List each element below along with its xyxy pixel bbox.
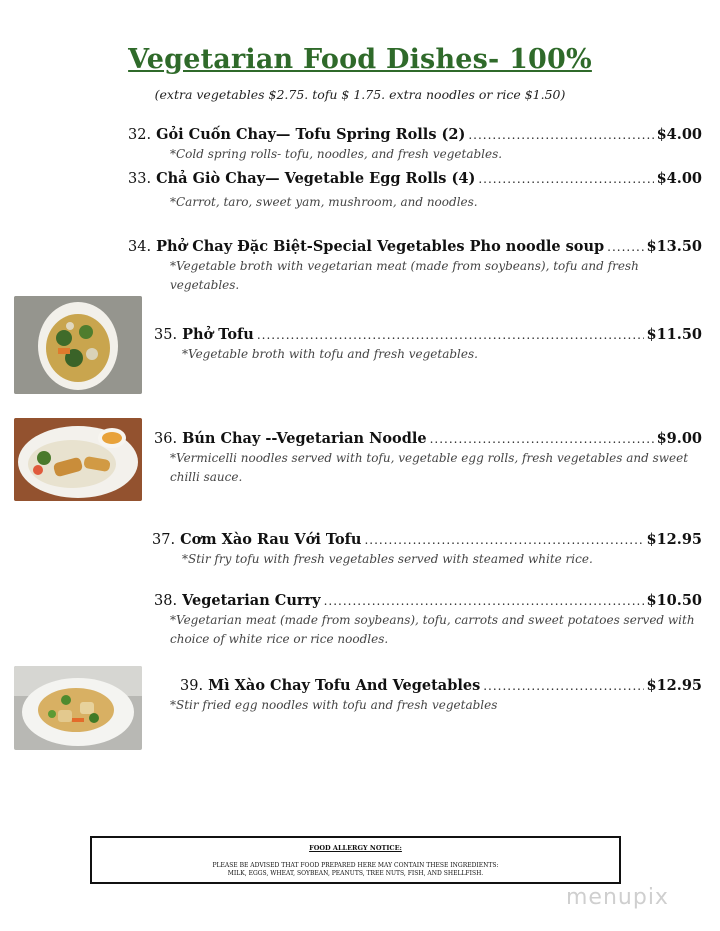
menu-item-39 (170, 677, 702, 715)
menupix-watermark: menupix (566, 885, 669, 910)
item-price: $11.50 (646, 326, 702, 343)
pho-tofu-photo (14, 296, 142, 394)
item-number: 33. (128, 171, 152, 187)
menu-subtitle: (extra vegetables $2.75. tofu $ 1.75. extra noodles or rice $1.50) (154, 87, 566, 102)
item-number: 37. (152, 532, 176, 548)
menu-item-35 (154, 326, 702, 364)
leader-dots (430, 432, 654, 446)
item-price: $12.95 (646, 531, 702, 548)
item-number: 34. (128, 239, 152, 255)
item-name: Cơm Xào Rau Với Tofu (180, 531, 362, 548)
food-allergy-notice (90, 836, 621, 884)
menu-item-32 (128, 126, 702, 164)
leader-dots (324, 594, 644, 608)
menu-item-33 (128, 170, 702, 212)
item-description: *Vegetarian meat (made from soybeans), tofu, carrots and sweet potatoes served with choice of white rice or rice noodles. (170, 613, 695, 646)
item-name: Vegetarian Curry (182, 592, 321, 609)
leader-dots (607, 240, 643, 254)
menu-item-34 (128, 238, 702, 295)
item-name: Phở Chay Đặc Biệt-Special Vegetables Pho noodle soup (156, 238, 605, 255)
item-name: Gỏi Cuốn Chay— Tofu Spring Rolls (2) (156, 126, 466, 143)
menu-item-38 (154, 592, 702, 649)
item-number: 36. (154, 431, 178, 447)
menu-item-36 (154, 430, 702, 487)
leader-dots (478, 172, 653, 186)
item-price: $13.50 (646, 238, 702, 255)
item-name: Bún Chay --Vegetarian Noodle (182, 430, 427, 447)
item-number: 38. (154, 593, 178, 609)
item-description: *Cold spring rolls- tofu, noodles, and fresh vegetables. (170, 147, 503, 161)
notice-line: PLEASE BE ADVISED THAT FOOD PREPARED HERE MAY CONTAIN THESE INGREDIENTS: (212, 862, 499, 869)
leader-dots (468, 128, 653, 142)
item-description: *Vegetable broth with vegetarian meat (made from soybeans), tofu and fresh vegetables. (170, 259, 639, 292)
item-number: 35. (154, 327, 178, 343)
item-price: $4.00 (656, 126, 702, 143)
item-description: *Vegetable broth with tofu and fresh vegetables. (182, 347, 478, 361)
notice-line: MILK, EGGS, WHEAT, SOYBEAN, PEANUTS, TREE NUTS, FISH, AND SHELLFISH. (227, 870, 484, 877)
mi-xao-chay-photo (14, 666, 142, 750)
item-description: *Carrot, taro, sweet yam, mushroom, and noodles. (170, 195, 478, 209)
item-price: $10.50 (646, 592, 702, 609)
bun-chay-photo (14, 418, 142, 501)
menu-item-37 (152, 531, 702, 569)
item-description: *Stir fry tofu with fresh vegetables served with steamed white rice. (182, 552, 593, 566)
item-number: 39. (180, 678, 204, 694)
notice-title: FOOD ALLERGY NOTICE: (309, 844, 402, 852)
item-price: $9.00 (656, 430, 702, 447)
item-number: 32. (128, 127, 152, 143)
leader-dots (257, 328, 644, 342)
leader-dots (364, 533, 643, 547)
leader-dots (483, 679, 643, 693)
item-price: $4.00 (656, 170, 702, 187)
item-price: $12.95 (646, 677, 702, 694)
menu-title: Vegetarian Food Dishes- 100% (128, 44, 592, 75)
item-name: Mì Xào Chay Tofu And Vegetables (208, 677, 481, 694)
item-description: *Stir fried egg noodles with tofu and fresh vegetables (170, 698, 498, 712)
item-description: *Vermicelli noodles served with tofu, vegetable egg rolls, fresh vegetables and sweet chilli sauce. (170, 451, 689, 484)
item-name: Chả Giò Chay— Vegetable Egg Rolls (4) (156, 170, 476, 187)
item-name: Phở Tofu (182, 326, 254, 343)
